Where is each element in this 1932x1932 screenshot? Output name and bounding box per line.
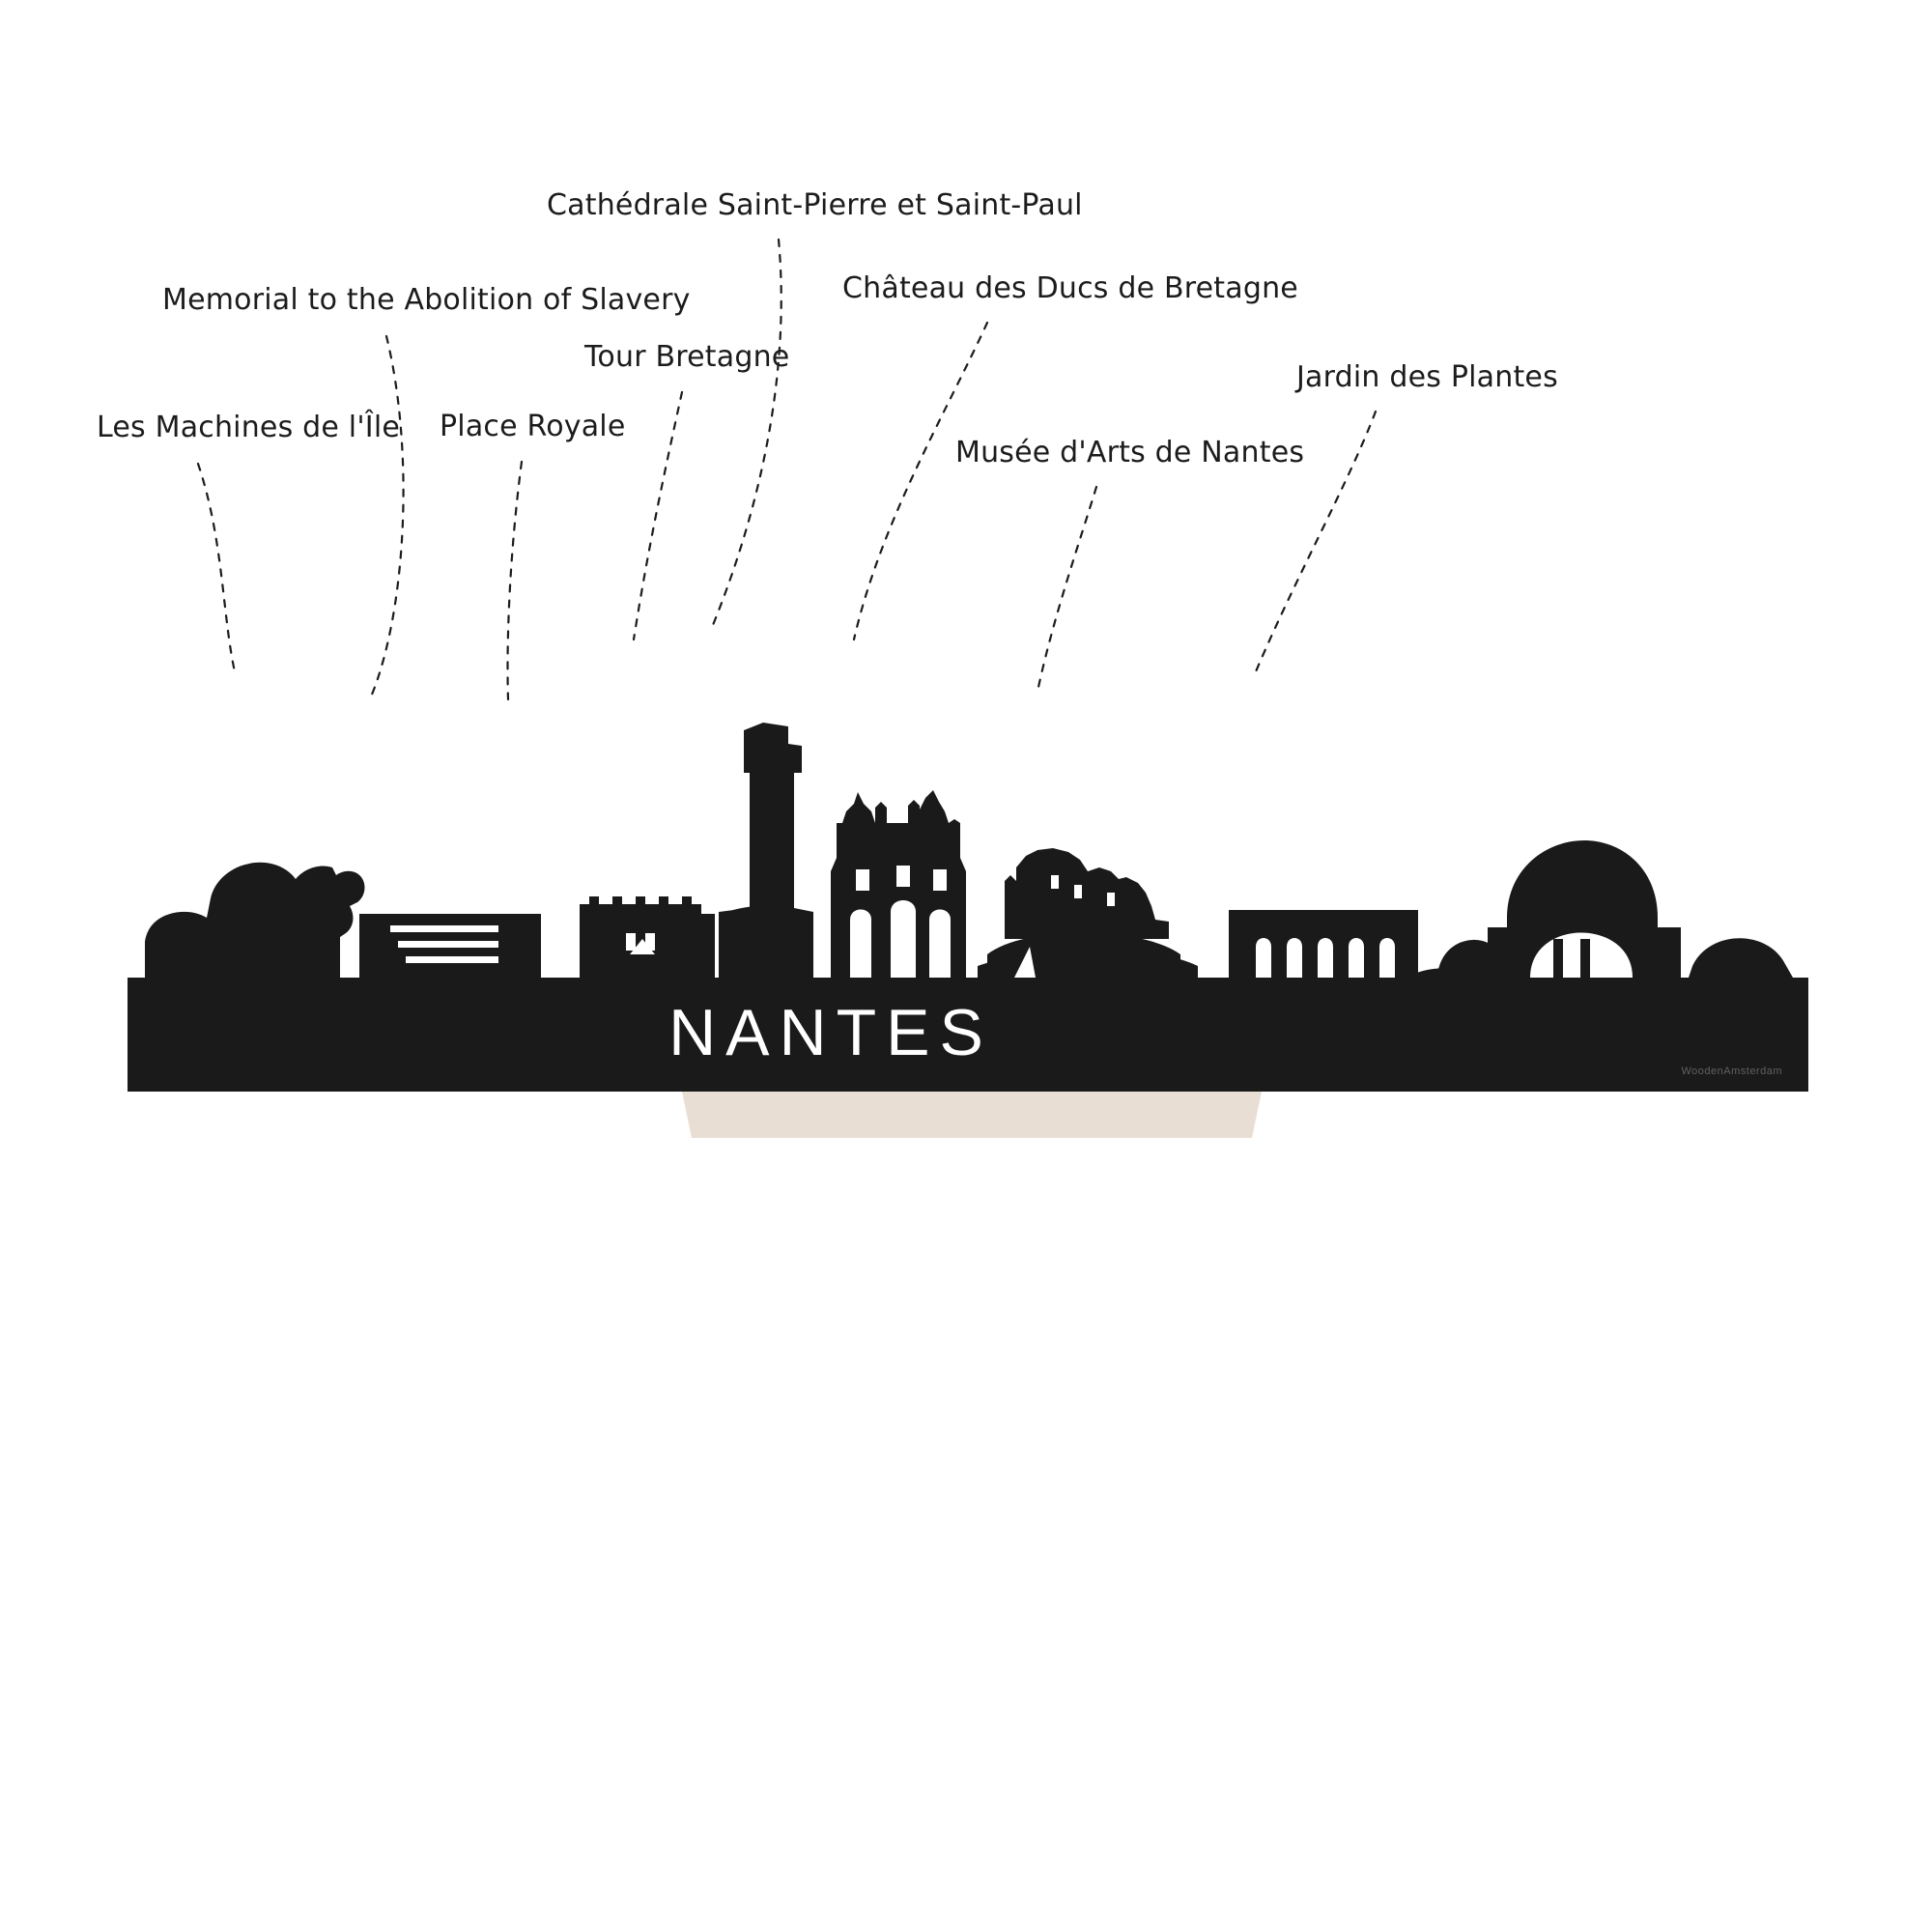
place-royale-fountain — [597, 954, 688, 978]
annotation-labels — [97, 188, 1558, 469]
annotation-label-cathedrale-saint-pierre-saint-paul: Cathédrale Saint-Pierre et Saint-Paul — [547, 188, 1083, 222]
landmark-tour-bretagne — [719, 723, 813, 978]
leader-line-place-royale — [508, 462, 522, 699]
tour-bretagne-podium — [719, 906, 813, 978]
memorial-ramp-1 — [386, 978, 522, 987]
memorial-steps-cutouts — [390, 925, 498, 963]
leader-line-cathedrale — [711, 240, 781, 630]
machines-platform-2 — [253, 929, 336, 939]
chateau-main-mass — [1005, 848, 1169, 939]
annotation-label-place-royale: Place Royale — [440, 410, 626, 443]
annotation-label-les-machines-de-lile: Les Machines de l'Île — [97, 411, 401, 444]
leader-line-tour-bretagne — [634, 392, 682, 639]
skyline-wordmark: NANTES — [668, 996, 993, 1069]
landmark-chateau-des-ducs-de-bretagne — [978, 848, 1198, 978]
annotation-label-jardin-des-plantes: Jardin des Plantes — [1296, 360, 1558, 394]
annotation-label-chateau-des-ducs-de-bretagne: Château des Ducs de Bretagne — [842, 271, 1298, 305]
memorial-ramp-2 — [396, 995, 493, 1003]
cathedral-window-cutouts — [850, 866, 951, 978]
annotation-label-musee-darts-de-nantes: Musée d'Arts de Nantes — [955, 436, 1305, 469]
leader-line-musee-darts — [1037, 487, 1096, 692]
landmark-les-machines-de-lile — [145, 863, 364, 978]
leader-line-memorial-abolition-slavery — [369, 336, 404, 701]
machines-platform — [247, 912, 342, 925]
nantes-skyline-silhouette — [128, 723, 1808, 1138]
leader-line-les-machines-de-lile — [198, 464, 236, 676]
wooden-base-plate — [682, 1092, 1262, 1138]
machines-base — [259, 945, 330, 978]
watermark-text: WoodenAmsterdam — [1681, 1065, 1782, 1077]
annotation-label-memorial-abolition-slavery: Memorial to the Abolition of Slavery — [162, 283, 691, 317]
annotation-label-tour-bretagne: Tour Bretagne — [584, 340, 790, 374]
leader-line-chateau — [854, 323, 987, 639]
